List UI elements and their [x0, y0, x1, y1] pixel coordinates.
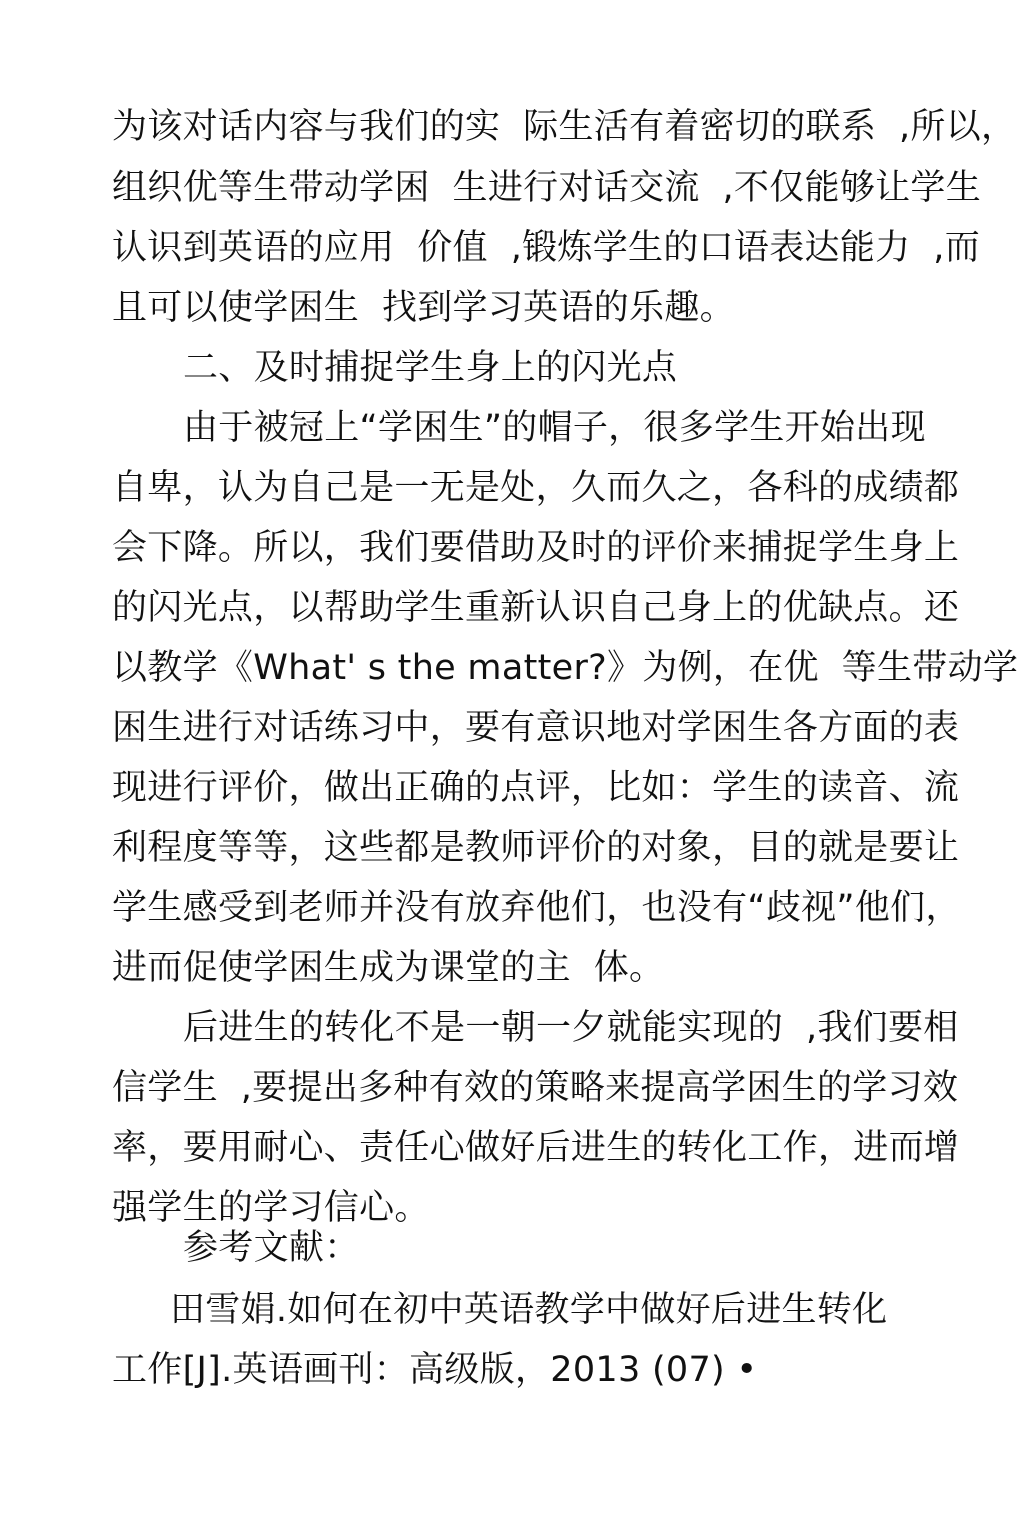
paragraph-3-line-2: 信学生 ,要提出多种有效的策略来提高学困生的学习效 — [112, 1068, 959, 1108]
reference-1-line-1: 田雪娟.如何在初中英语教学中做好后进生转化 — [170, 1290, 888, 1330]
paragraph-2-line-1: 由于被冠上“学困生”的帽子，很多学生开始出现 — [183, 408, 926, 448]
paragraph-2-line-7: 现进行评价，做出正确的点评，比如：学生的读音、流 — [112, 768, 960, 808]
paragraph-2-line-6: 困生进行对话练习中，要有意识地对学困生各方面的表 — [112, 708, 960, 748]
paragraph-2-line-4: 的闪光点，以帮助学生重新认识自己身上的优缺点。还 — [112, 588, 960, 628]
paragraph-2-line-3: 会下降。所以，我们要借助及时的评价来捕捉学生身上 — [112, 528, 960, 568]
paragraph-2-line-10: 进而促使学困生成为课堂的主 体。 — [112, 948, 665, 988]
paragraph-1-line-4: 且可以使学困生 找到学习英语的乐趣。 — [112, 288, 735, 328]
paragraph-2-line-9: 学生感受到老师并没有放弃他们，也没有“歧视”他们， — [112, 888, 961, 928]
paragraph-1-line-1: 为该对话内容与我们的实 际生活有着密切的联系 ,所以， — [112, 107, 1017, 147]
references-heading: 参考文献： — [183, 1228, 360, 1268]
paragraph-3-line-4: 强学生的学习信心。 — [112, 1188, 430, 1228]
paragraph-1-line-2: 组织优等生带动学困 生进行对话交流 ,不仅能够让学生 — [112, 168, 982, 208]
paragraph-3-line-1: 后进生的转化不是一朝一夕就能实现的 ,我们要相 — [183, 1008, 959, 1048]
section-heading: 二、及时捕捉学生身上的闪光点 — [183, 348, 678, 388]
paragraph-1-line-3: 认识到英语的应用 价值 ,锻炼学生的口语表达能力 ,而 — [112, 228, 981, 268]
paragraph-2-line-2: 自卑，认为自己是一无是处，久而久之，各科的成绩都 — [112, 468, 960, 508]
paragraph-2-line-8: 利程度等等，这些都是教师评价的对象，目的就是要让 — [112, 828, 960, 868]
reference-1-line-2: 工作[J].英语画刊：高级版，2013 (07) • — [112, 1350, 758, 1390]
paragraph-2-line-5: 以教学《What' s the matter?》为例，在优 等生带动学 — [112, 648, 1019, 688]
paragraph-3-line-3: 率，要用耐心、责任心做好后进生的转化工作，进而增 — [112, 1128, 960, 1168]
